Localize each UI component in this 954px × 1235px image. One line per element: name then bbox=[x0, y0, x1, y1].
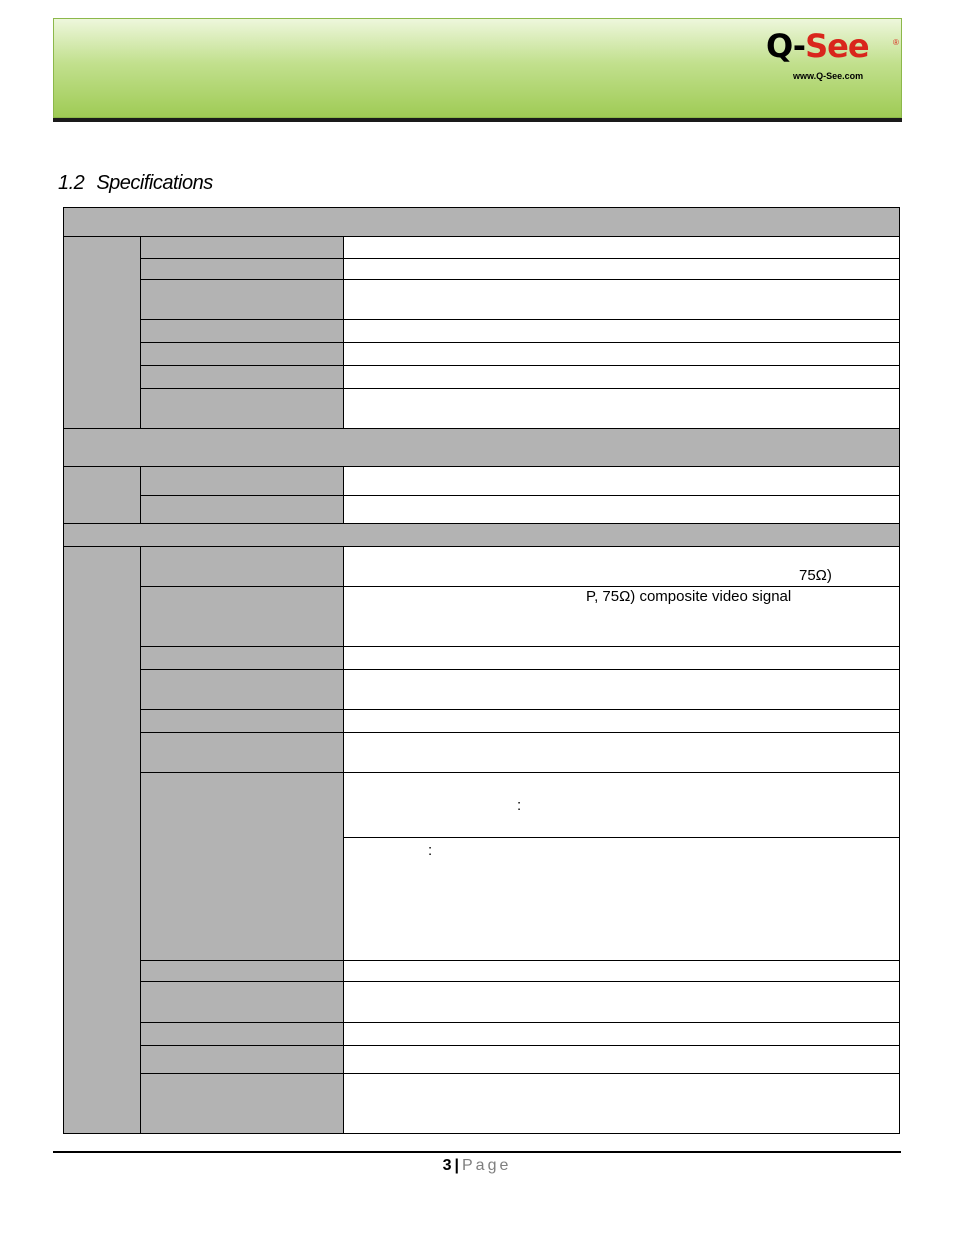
group-label-cell bbox=[64, 237, 141, 429]
spec-value-cell bbox=[344, 366, 900, 389]
table-row bbox=[64, 259, 900, 280]
spec-value-cell bbox=[344, 1045, 900, 1073]
spec-label-cell bbox=[141, 981, 344, 1022]
specifications-table bbox=[63, 207, 900, 1134]
spec-label-cell bbox=[141, 466, 344, 495]
table-row bbox=[64, 495, 900, 523]
spec-value-cell bbox=[344, 495, 900, 523]
spec-label-cell bbox=[141, 546, 344, 586]
colon-mark: : bbox=[517, 797, 522, 815]
spec-label-cell bbox=[141, 343, 344, 366]
section-number: 1.2 bbox=[58, 172, 85, 194]
table-row bbox=[64, 1022, 900, 1045]
spec-value-cell bbox=[344, 546, 900, 586]
group-header-cell bbox=[64, 523, 900, 546]
table-row bbox=[64, 523, 900, 546]
table-row bbox=[64, 1073, 900, 1133]
spec-label-cell bbox=[141, 586, 344, 646]
spec-label-cell bbox=[141, 1073, 344, 1133]
table-row bbox=[64, 280, 900, 320]
table-row bbox=[64, 1045, 900, 1073]
table-row bbox=[64, 237, 900, 259]
spec-value-cell bbox=[344, 259, 900, 280]
table-row bbox=[64, 960, 900, 981]
spec-label-cell bbox=[141, 495, 344, 523]
spec-label-cell bbox=[141, 960, 344, 981]
spec-value-cell bbox=[344, 710, 900, 733]
page-number: 3 bbox=[442, 1157, 452, 1174]
page-label: Page bbox=[462, 1157, 512, 1174]
video-output-text: 75Ω) bbox=[799, 566, 832, 584]
page-separator: | bbox=[454, 1157, 459, 1174]
footer-rule bbox=[53, 1151, 901, 1153]
q-see-logo bbox=[766, 24, 900, 86]
table-row bbox=[64, 710, 900, 733]
spec-label-cell bbox=[141, 280, 344, 320]
spec-label-cell bbox=[141, 646, 344, 669]
logo-url: www.Q-See.com bbox=[793, 71, 864, 81]
logo-q: Q bbox=[766, 27, 793, 65]
spec-value-cell bbox=[344, 237, 900, 259]
table-row bbox=[64, 208, 900, 237]
table-row bbox=[64, 669, 900, 709]
group-header-cell bbox=[64, 429, 900, 466]
table-row bbox=[64, 389, 900, 429]
table-row bbox=[64, 586, 900, 646]
spec-value-cell bbox=[344, 773, 900, 838]
table-row bbox=[64, 466, 900, 495]
group-header-cell bbox=[64, 208, 900, 237]
table-row bbox=[64, 773, 900, 838]
spec-value-cell bbox=[344, 586, 900, 646]
table-row bbox=[64, 366, 900, 389]
spec-value-cell bbox=[344, 280, 900, 320]
spec-value-cell bbox=[344, 838, 900, 960]
logo-see: See bbox=[805, 27, 869, 65]
spec-label-cell bbox=[141, 773, 344, 960]
table-row bbox=[64, 429, 900, 466]
registered-mark: ® bbox=[893, 38, 899, 47]
spec-value-cell bbox=[344, 960, 900, 981]
section-heading bbox=[58, 172, 213, 195]
spec-value-cell bbox=[344, 981, 900, 1022]
spec-label-cell bbox=[141, 389, 344, 429]
group-label-cell bbox=[64, 546, 141, 1133]
table-row bbox=[64, 343, 900, 366]
table-row bbox=[64, 733, 900, 773]
spec-label-cell bbox=[141, 237, 344, 259]
spec-label-cell bbox=[141, 320, 344, 343]
logo-wordmark bbox=[766, 24, 869, 68]
spec-value-cell bbox=[344, 389, 900, 429]
spec-value-cell bbox=[344, 1073, 900, 1133]
section-title: Specifications bbox=[96, 172, 213, 194]
header-rule bbox=[53, 118, 902, 122]
logo-dash: - bbox=[792, 27, 806, 65]
spec-value-cell bbox=[344, 343, 900, 366]
spec-value-cell bbox=[344, 1022, 900, 1045]
table-row bbox=[64, 981, 900, 1022]
page-footer bbox=[0, 1157, 954, 1175]
table-row bbox=[64, 320, 900, 343]
spec-label-cell bbox=[141, 366, 344, 389]
spec-value-cell bbox=[344, 320, 900, 343]
spec-label-cell bbox=[141, 1045, 344, 1073]
table-row bbox=[64, 646, 900, 669]
spec-label-cell bbox=[141, 259, 344, 280]
spec-label-cell bbox=[141, 733, 344, 773]
video-input-text: P, 75Ω) composite video signal bbox=[586, 587, 792, 605]
spec-value-cell bbox=[344, 669, 900, 709]
spec-value-cell bbox=[344, 466, 900, 495]
spec-value-cell bbox=[344, 733, 900, 773]
spec-value-cell bbox=[344, 646, 900, 669]
spec-label-cell bbox=[141, 710, 344, 733]
spec-label-cell bbox=[141, 1022, 344, 1045]
spec-label-cell bbox=[141, 669, 344, 709]
group-label-cell bbox=[64, 466, 141, 523]
table-row bbox=[64, 546, 900, 586]
colon-mark: : bbox=[428, 842, 433, 860]
